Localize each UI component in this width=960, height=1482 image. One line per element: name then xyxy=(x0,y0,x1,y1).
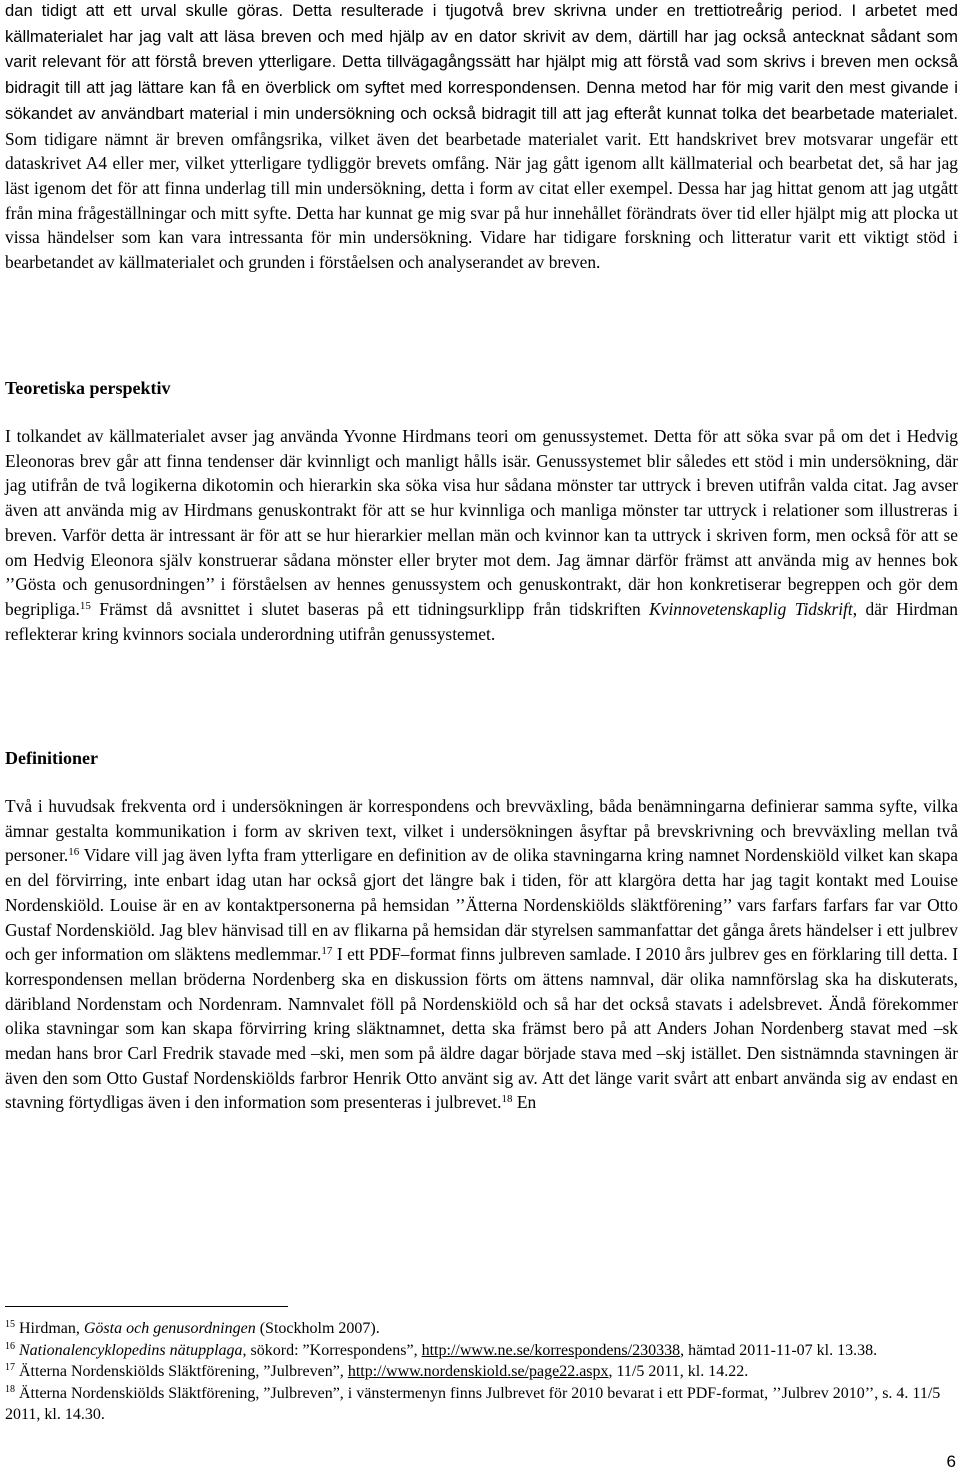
footnote-ref-17[interactable]: 17 xyxy=(321,945,333,958)
footnote-number: 15 xyxy=(5,1319,15,1330)
footnote-18 xyxy=(5,1383,958,1426)
heading-definitioner: Definitioner xyxy=(5,748,98,768)
footnote-number: 17 xyxy=(5,1362,15,1373)
journal-title: Kvinnovetenskaplig Tidskrift xyxy=(649,598,853,619)
intro-paragraph xyxy=(5,0,958,275)
footnote-separator xyxy=(5,1306,288,1307)
footnote-ref-15[interactable]: 15 xyxy=(79,599,91,612)
footnote-text: Ätterna Nordenskiölds Släktförening, ”Julbreven”, xyxy=(15,1363,348,1380)
footnote-ref-16[interactable]: 16 xyxy=(68,846,80,859)
definitions-text-4: En xyxy=(512,1092,537,1113)
footnote-17 xyxy=(5,1361,958,1383)
footnote-link-ne[interactable]: http://www.ne.se/korrespondens/230338 xyxy=(421,1341,681,1359)
intro-sentences-serif: Som tidigare nämnt är breven omfångsrika, vilket även det bearbetade materialet varit. Ett handskrivet brev motsvarar ungefär ett dataskrivet A4 eller mer, vilket ytterligare tydliggör brevets omfång. När jag gått igenom allt källmaterial och bearbetat det, så har jag läst igenom det för att finna underlag till min undersökning, detta i form av citat eller exempel. Dessa har jag hittat genom att jag utgått från mina frågeställningar och mitt syfte. Detta har kunnat ge mig svar på hur innehållet förändrats över tid eller hjälpt mig att plocka ut vissa händelser som kan vara intressanta för min undersökning. Vidare har tidigare forskning och litteratur varit ett viktigt stöd i bearbetandet av källmaterialet och grunden i förståelsen och analyserandet av breven. xyxy=(5,128,958,273)
page-number: 6 xyxy=(946,1452,956,1471)
footnote-link-nordenskiold[interactable]: http://www.nordenskiold.se/page22.aspx xyxy=(347,1363,609,1380)
theory-text-1: I tolkandet av källmaterialet avser jag använda Yvonne Hirdmans teori om genussystemet. Detta för att söka svar på om det i Hedvig Eleonoras brev går att finna tendenser där kvinnligt och manligt hålls isär. Genussystemet blir således ett stöd i min undersökning, där jag utifrån de två logikerna dikotomin och hierarkin ska söka visa hur sådana mönster tar uttryck i breven utifrån valda citat. Jag avser även att använda mig av Hirdmans genuskontrakt för att se hur kvinnliga och manliga mönster tar uttryck i relationer som illustreras i breven. Varför detta är intressant är för att se hur hierarkier mellan män och kvinnor kan ta uttryck i skriven form, men också för att se om Hedvig Eleonora själv konstruerar sådana mönster eller bryter mot dem. Jag ämnar därför främst att använda mig av hennes bok ’’Gösta och genusordningen’’ i förståelsen av hennes genussystem och genuskontrakt, där hon konkretiserar begreppen och gör dem begripliga. xyxy=(5,426,958,619)
footnote-text: (Stockholm 2007). xyxy=(255,1320,380,1337)
definitions-paragraph xyxy=(5,794,958,1115)
theory-text-2: Främst då avsnittet i slutet baseras på ett tidningsurklipp från tidskriften xyxy=(90,598,650,619)
intro-sentences-sans: dan tidigt att ett urval skulle göras. Detta resulterade i tjugotvå brev skrivna under en trettiotreårig period. I arbetet med källmaterialet har jag valt att läsa breven och med hjälp av en dator skrivit av dem, därtill har jag också antecknat sådant som varit relevant för att förstå breven ytterligare. Detta tillvägagångssätt har hjälpt mig att förstå vad som skrivs i breven men också bidragit till att jag lättare kan få en överblick om syftet med korrespondensen. Denna metod har för mig varit den mest givande i sökandet av användbart material i min undersökning och också bidragit till att jag efteråt kunnat tolka det bearbetade materialet. xyxy=(5,1,958,123)
heading-teoretiska-perspektiv: Teoretiska perspektiv xyxy=(5,378,171,398)
theory-text-3: , där Hirdman reflekterar kring kvinnors sociala underordning utifrån genussystemet. xyxy=(5,598,958,644)
footnote-text: , hämtad 2011-11-07 kl. 13.38. xyxy=(680,1341,878,1359)
footnote-ref-18[interactable]: 18 xyxy=(501,1093,513,1106)
footnote-text: Ätterna Nordenskiölds Släktförening, ”Julbreven”, i vänstermenyn finns Julbrevet för 2010 bevarat i ett PDF-format, ’’Julbrev 2010’’, s. 4. 11/5 2011, kl. 14.30. xyxy=(5,1384,941,1423)
footnote-source-title: Nationalencyklopedins nätupplaga xyxy=(19,1341,243,1359)
theory-paragraph xyxy=(5,424,958,646)
footnote-16 xyxy=(5,1340,958,1362)
footnote-number: 18 xyxy=(5,1383,15,1395)
footnote-number: 16 xyxy=(5,1340,15,1352)
footnote-15 xyxy=(5,1318,958,1340)
definitions-text-2: Vidare vill jag även lyfta fram ytterligare en definition av de olika stavningarna kring namnet Nordenskiöld vilket kan skapa en del förvirring, inte enbart idag utan har också gjort det längre bak i tiden, för att klargöra detta har jag tagit kontakt med Louise Nordenskiöld. Louise är en av kontaktpersonerna på hemsidan ’’Ätterna Nordenskiölds släktförening’’ vars farfars farfars far var Otto Gustaf Nordenskiöld. Jag blev hänvisad till en av flikarna på hemsidan där styrelsen sammanfattar det gånga årets händelser i ett julbrev och ger information om släktens medlemmar. xyxy=(5,845,958,965)
definitions-text-3: I ett PDF–format finns julbreven samlade. I 2010 års julbrev ges en förklaring till detta. I korrespondensen mellan bröderna Nordenberg ska en diskussion förts om ättens namnval, där olika namnförslag ska ha diskuterats, däribland Nordenstam och Nordenram. Namnvalet föll på Nordenskiöld och så har det också stavats i adelsbrevet. Ändå förekommer olika stavningar som kan skapa förvirring kring släktnamnet, detta ska främst bero på att Anders Johan Nordenberg stavat med –sk medan hans bror Carl Fredrik stavade med –ski, men som på äldre dagar började stava med –skj istället. Den sistnämnda stavningen är även den som Otto Gustaf Nordenskiölds farbror Henrik Otto använt sig av. Att det länge varit svårt att enbart använda sig av endast en stavning förtydligas även i den information som presenteras i julbrevet. xyxy=(5,944,958,1113)
footnotes xyxy=(5,1318,958,1426)
footnote-book-title: Gösta och genusordningen xyxy=(83,1320,256,1337)
definitions-text-1: Två i huvudsak frekventa ord i undersökningen är korrespondens och brevväxling, båda benämningarna definierar samma syfte, vilka ämnar gestalta kommunikation i form av skriven text, vilket i undersökningen åsyftar på brevskrivning och brevväxling mellan två personer. xyxy=(5,796,958,866)
footnote-text: Hirdman, xyxy=(15,1320,84,1337)
footnote-text: , 11/5 2011, kl. 14.22. xyxy=(608,1363,749,1380)
footnote-text: , sökord: ”Korrespondens”, xyxy=(242,1341,422,1359)
